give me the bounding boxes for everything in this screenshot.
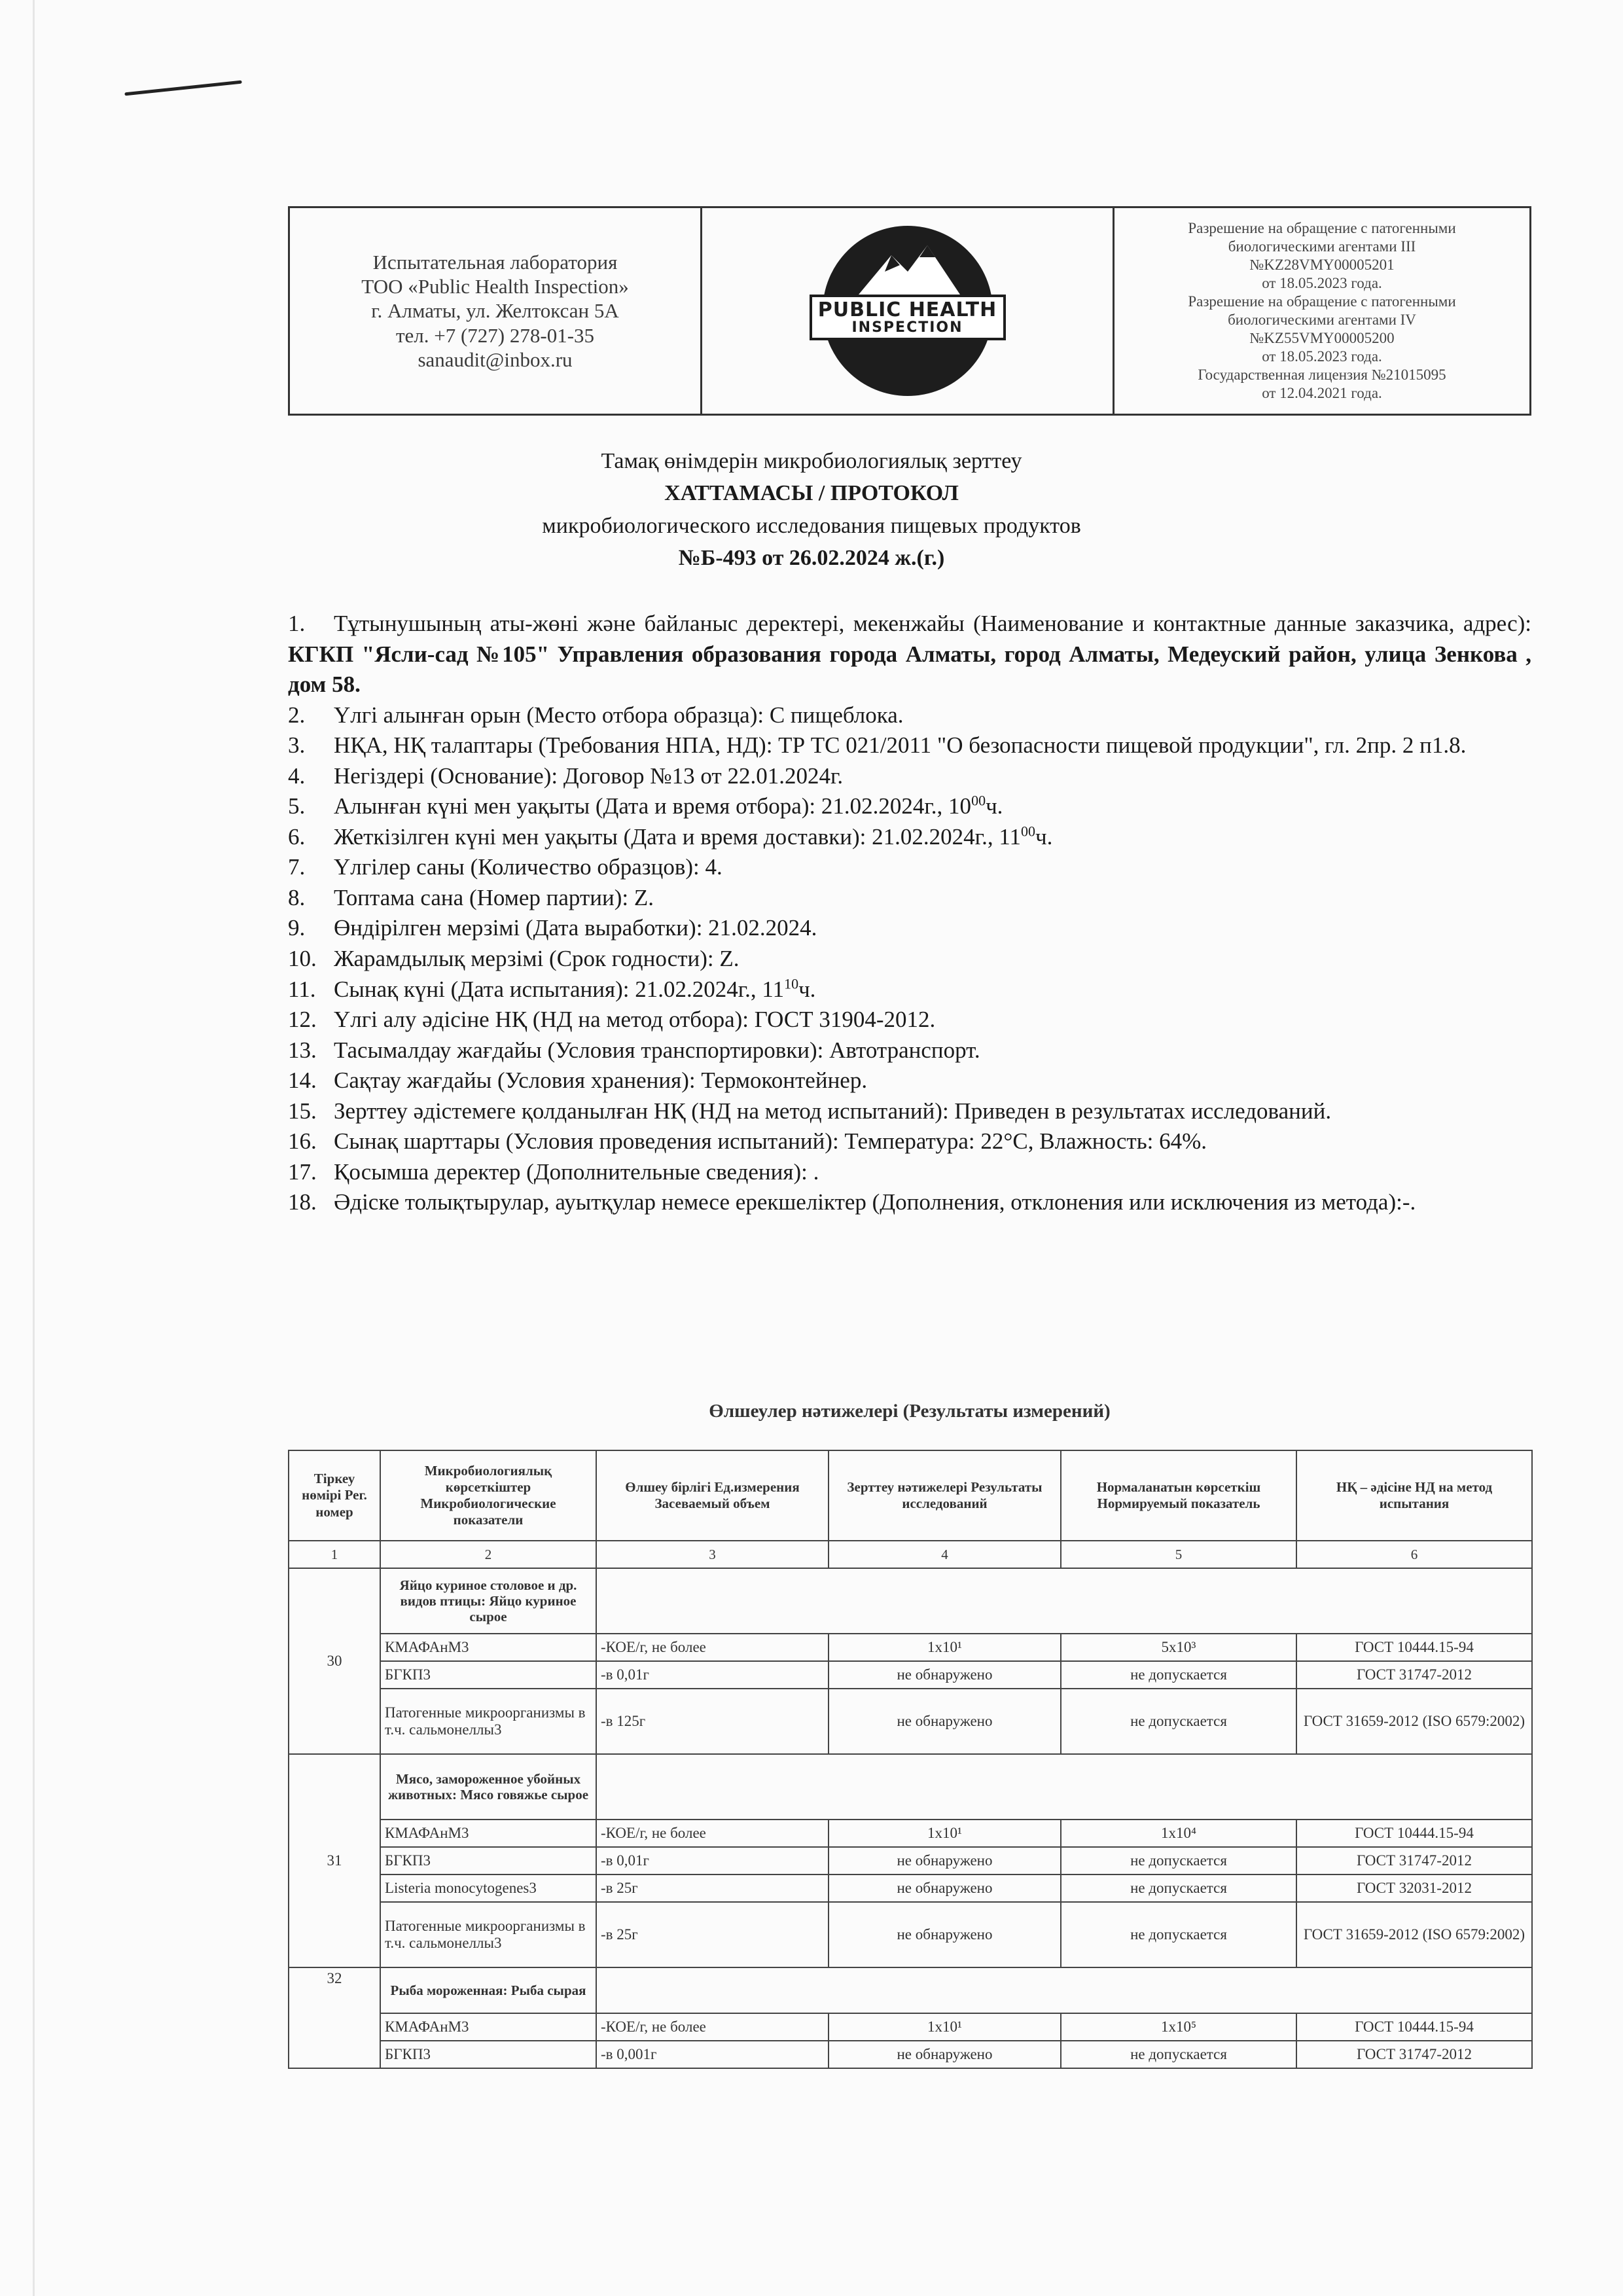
table-row: КМАФАнМ3 -КОЕ/г, не более 1х10¹ 1х10⁵ ГОСТ 10444.15-94 [289, 2013, 1532, 2041]
table-row [289, 1754, 1532, 1820]
col-header-result: Зерттеу нәтижелері Результаты исследований [829, 1450, 1061, 1541]
pen-mark [124, 81, 242, 96]
table-header-row [289, 1450, 1532, 1541]
document-title [196, 445, 1427, 574]
lab-line: sanaudit@inbox.ru [418, 348, 573, 371]
logo-cell [702, 208, 1115, 414]
permit-line: биологическими агентами IV [1228, 312, 1416, 328]
item-3: 3. НҚА, НҚ талаптары (Требования НПА, НД): ТР ТС 021/2011 "О безопасности пищевой продукции", гл. 2пр. 2 п1.8. [288, 732, 1467, 759]
logo-text: INSPECTION [851, 319, 963, 336]
reg-number: 32 [289, 1967, 380, 2068]
item-6: 6. Жеткізілген күні мен уақыты (Дата и время доставки): 21.02.2024г., $11^{00}ч$. [288, 823, 1053, 850]
permit-line: №KZ28VMY00005201 [1249, 256, 1395, 273]
column-number-row: 1 2 3 4 5 6 [289, 1541, 1532, 1568]
permits-info [1115, 208, 1529, 414]
col-header-unit: Өлшеу бірлігі Ед.измерения Засеваемый объем [596, 1450, 829, 1541]
item-17: 17. Қосымша деректер (Дополнительные сведения): . [288, 1158, 819, 1185]
item-8: 8. Топтама сана (Номер партии): Z. [288, 884, 654, 910]
public-health-logo [817, 226, 997, 396]
table-row: Listeria monocytogenes3 -в 25г не обнаружено не допускается ГОСТ 32031-2012 [289, 1874, 1532, 1902]
item-4: 4. Негіздері (Основание): Договор №13 от 22.01.2024г. [288, 762, 844, 789]
permit-line: Государственная лицензия №21015095 [1198, 367, 1446, 384]
reg-number: 30 [289, 1568, 380, 1754]
results-title: Өлшеулер нәтижелері (Результаты измерений) [709, 1401, 1111, 1422]
lab-info [290, 208, 702, 414]
title-kz: Тамақ өнімдерін микробиологиялық зерттеу [601, 449, 1022, 473]
protocol-number: №Б-493 от 26.02.2024 ж.(г.) [678, 545, 945, 570]
product-name: Яйцо куриное столовое и др. видов птицы: Яйцо куриное сырое [380, 1568, 596, 1634]
item-10: 10. Жарамдылық мерзімі (Срок годности): Z. [288, 946, 740, 972]
permit-line: биологическими агентами III [1228, 238, 1416, 255]
item-11: 11. Сынақ күні (Дата испытания): 21.02.2024г., $11^{10}ч$. [288, 975, 816, 1002]
col-header-method: НҚ – әдісіне НД на метод испытания [1296, 1450, 1532, 1541]
item-5: 5. Алынған күні мен уақыты (Дата и время отбора): 21.02.2024г., $10^{00}ч$. [288, 792, 1003, 819]
reg-number: 31 [289, 1754, 380, 1967]
table-row [289, 1967, 1532, 2013]
item-9: 9. Өндірілген мерзімі (Дата выработки): 21.02.2024. [288, 915, 817, 941]
permit-line: от 18.05.2023 года. [1262, 274, 1382, 291]
table-row: БГКП3 -в 0,001г не обнаружено не допускается ГОСТ 31747-2012 [289, 2041, 1532, 2068]
item-12: 12. Үлгі алу әдісіне НҚ (НД на метод отбора): ГОСТ 31904-2012. [288, 1007, 936, 1033]
item-1: 1. Тұтынушының аты-жөні және байланыс деректері, мекенжайы (Наименование и контактные данные заказчика, адрес): КГКП "Ясли-сад №105" Управления образования города Алматы, город Алматы, Медеуский район, улица Зенкова , дом 58. [288, 611, 1531, 698]
item-15: 15. Зерттеу әдістемеге қолданылған НҚ (НД на метод испытаний): Приведен в результатах исследований. [288, 1098, 1332, 1124]
col-header-reg: Тіркеу нөмірі Рег. номер [289, 1450, 380, 1541]
item-14: 14. Сақтау жағдайы (Условия хранения): Термоконтейнер. [288, 1067, 868, 1094]
table-row: Патогенные микроорганизмы в т.ч. сальмонеллы3 -в 125г не обнаружено не допускается ГОСТ 31659-2012 (ISO 6579:2002) [289, 1689, 1532, 1754]
title-ru: микробиологического исследования пищевых продуктов [542, 513, 1081, 538]
permit-line: от 12.04.2021 года. [1262, 385, 1382, 402]
item-2: 2. Үлгі алынған орын (Место отбора образца): С пищеблока. [288, 702, 904, 728]
table-row: БГКП3 -в 0,01г не обнаружено не допускается ГОСТ 31747-2012 [289, 1661, 1532, 1689]
table-row [289, 1568, 1532, 1634]
title-protocol: ХАТТАМАСЫ / ПРОТОКОЛ [664, 481, 959, 506]
item-16: 16. Сынақ шарттары (Условия проведения испытаний): Температура: 22°С, Влажность: 64%. [288, 1128, 1207, 1155]
item-7: 7. Үлгілер саны (Количество образцов): 4. [288, 854, 722, 880]
permit-line: от 18.05.2023 года. [1262, 348, 1382, 365]
permit-line: Разрешение на обращение с патогенными [1188, 293, 1456, 310]
logo-band [810, 295, 1006, 340]
col-header-norm: Нормаланатын көрсеткіш Нормируемый показатель [1061, 1450, 1296, 1541]
table-row: БГКП3 -в 0,01г не обнаружено не допускается ГОСТ 31747-2012 [289, 1847, 1532, 1874]
col-header-indicator: Микробиологиялық көрсеткіштер Микробиологические показатели [380, 1450, 596, 1541]
item-13: 13. Тасымалдау жағдайы (Условия транспортировки): Автотранспорт. [288, 1037, 980, 1063]
table-row: КМАФАнМ3 -КОЕ/г, не более 1х10¹ 5х10³ ГОСТ 10444.15-94 [289, 1634, 1532, 1661]
protocol-items [288, 609, 1531, 1218]
lab-line: Испытательная лаборатория [372, 251, 618, 274]
product-name: Рыба мороженная: Рыба сырая [380, 1967, 596, 2013]
permit-line: Разрешение на обращение с патогенными [1188, 219, 1456, 236]
logo-text: PUBLIC HEALTH [817, 298, 997, 321]
item-18: 18. Әдіске толықтырулар, ауытқулар немесе ерекшеліктер (Дополнения, отклонения или исключения из метода):-. [288, 1189, 1416, 1215]
lab-line: ТОО «Public Health Inspection» [361, 275, 629, 298]
lab-line: тел. +7 (727) 278-01-35 [395, 323, 595, 347]
header-table [288, 206, 1531, 416]
table-row: Патогенные микроорганизмы в т.ч. сальмонеллы3 -в 25г не обнаружено не допускается ГОСТ 31659-2012 (ISO 6579:2002) [289, 1902, 1532, 1967]
lab-line: г. Алматы, ул. Желтоксан 5А [371, 299, 619, 323]
results-table [288, 1450, 1533, 2069]
permit-line: №KZ55VMY00005200 [1249, 330, 1395, 347]
product-name: Мясо, замороженное убойных животных: Мясо говяжье сырое [380, 1754, 596, 1820]
scan-edge [33, 0, 35, 2296]
table-row: КМАФАнМ3 -КОЕ/г, не более 1х10¹ 1х10⁴ ГОСТ 10444.15-94 [289, 1820, 1532, 1847]
